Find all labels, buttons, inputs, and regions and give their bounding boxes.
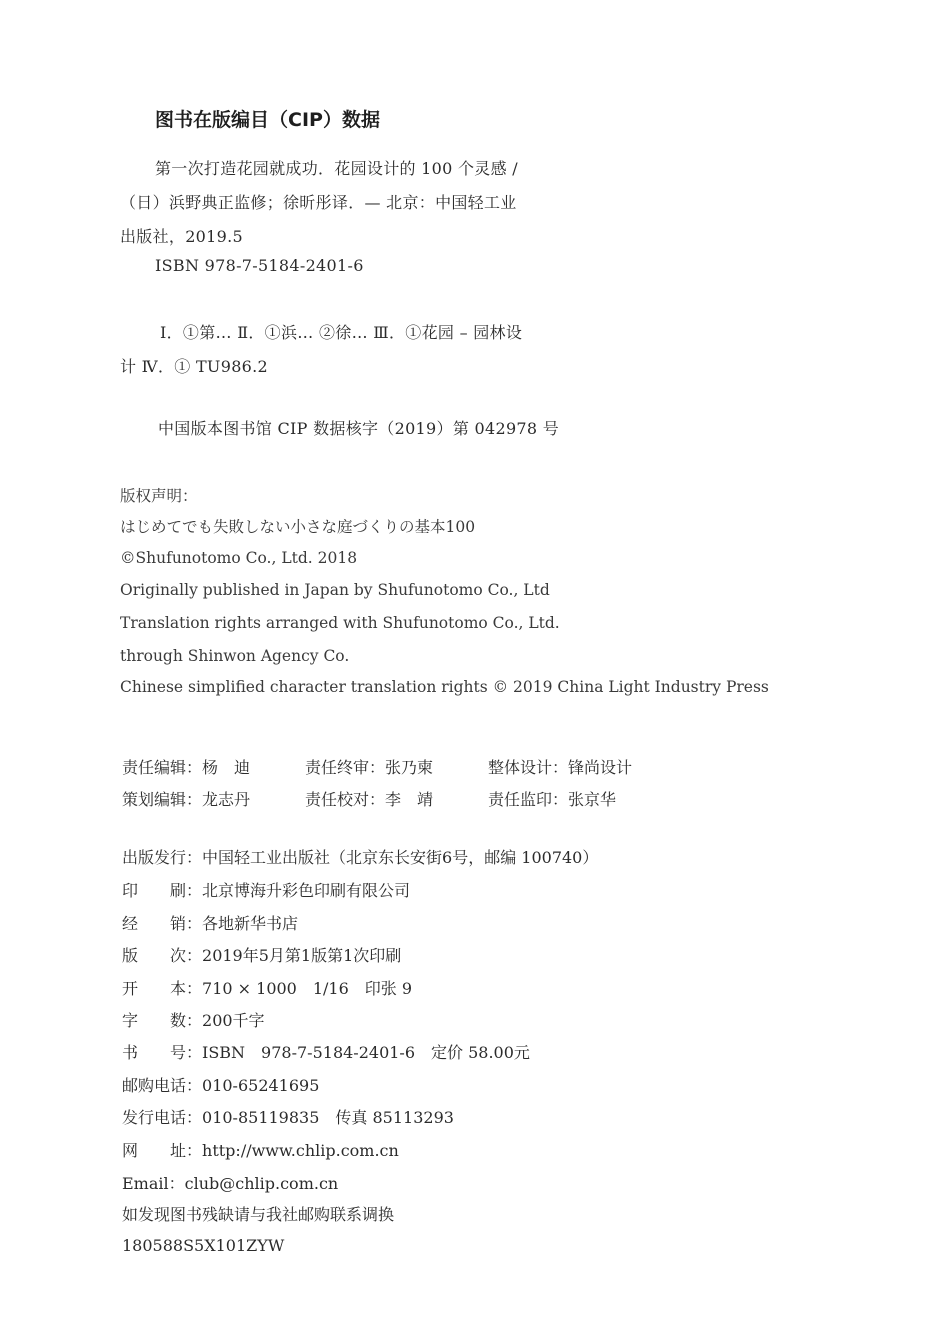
pub-mail-order-phone: 邮购电话：010-65241695 <box>122 1076 320 1095</box>
copyright-original-title: はじめてでも失敗しない小さな庭づくりの基本100 <box>120 518 476 536</box>
cip-heading: 图书在版编目（CIP）数据 <box>155 109 380 131</box>
footer-replacement-note: 如发现图书残缺请与我社邮购联系调换 <box>122 1205 395 1224</box>
pub-email: Email：club@chlip.com.cn <box>122 1174 339 1193</box>
pub-format: 开 本：710 × 1000 1/16 印张 9 <box>122 979 413 998</box>
pub-publisher: 出版发行：中国轻工业出版社（北京东长安街6号，邮编 100740） <box>122 848 599 867</box>
staff-print-supervisor: 责任监印：张京华 <box>488 790 617 809</box>
staff-planning-editor: 策划编辑：龙志丹 <box>122 790 251 809</box>
cip-line-classification-cont: 计 Ⅳ．① TU986.2 <box>120 357 269 376</box>
staff-editor: 责任编辑：杨 迪 <box>122 758 251 777</box>
pub-isbn-price: 书 号：ISBN 978-7-5184-2401-6 定价 58.00元 <box>122 1043 530 1062</box>
cip-line-classification: Ⅰ．①第… Ⅱ．①浜… ②徐… Ⅲ．①花园 – 园林设 <box>160 323 523 342</box>
pub-edition: 版 次：2019年5月第1版第1次印刷 <box>122 946 402 965</box>
pub-word-count: 字 数：200千字 <box>122 1011 265 1030</box>
staff-proofreader: 责任校对：李 靖 <box>305 790 434 809</box>
cip-line-title: 第一次打造花园就成功．花园设计的 100 个灵感 / <box>155 159 518 178</box>
cip-line-isbn: ISBN 978-7-5184-2401-6 <box>155 256 364 275</box>
copyright-chinese-rights: Chinese simplified character translation rights © 2019 China Light Industry Press <box>120 678 769 696</box>
copyright-agency: through Shinwon Agency Co. <box>120 647 350 665</box>
pub-printer: 印 刷：北京博海升彩色印刷有限公司 <box>122 881 411 900</box>
copyright-origin: Originally published in Japan by Shufunotomo Co., Ltd <box>120 581 550 599</box>
copyright-translation-rights: Translation rights arranged with Shufunotomo Co., Ltd. <box>120 614 560 632</box>
cip-line-authors: （日）浜野典正监修；徐昕彤译．— 北京：中国轻工业 <box>120 193 517 212</box>
copyright-title: 版权声明： <box>120 487 198 505</box>
staff-final-review: 责任终审：张乃柬 <box>305 758 434 777</box>
staff-design: 整体设计：锋尚设计 <box>488 758 633 777</box>
cip-line-library-number: 中国版本图书馆 CIP 数据核字（2019）第 042978 号 <box>158 419 560 438</box>
pub-distribution-phone: 发行电话：010-85119835 传真 85113293 <box>122 1108 454 1127</box>
pub-distributor: 经 销：各地新华书店 <box>122 914 299 933</box>
footer-code: 180588S5X101ZYW <box>122 1236 285 1255</box>
pub-website: 网 址：http://www.chlip.com.cn <box>122 1141 399 1160</box>
copyright-holder: ©Shufunotomo Co., Ltd. 2018 <box>120 549 358 567</box>
cip-line-publisher: 出版社，2019.5 <box>120 227 243 246</box>
